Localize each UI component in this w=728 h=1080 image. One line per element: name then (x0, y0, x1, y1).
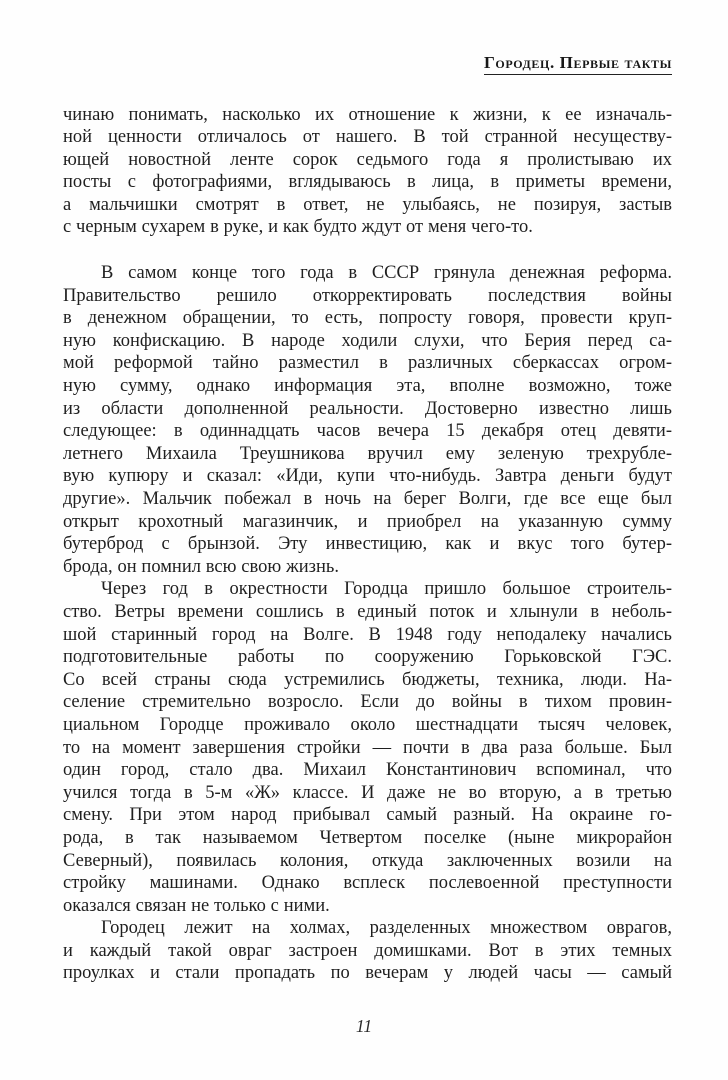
text-line: В самом конце того года в СССР грянула денежная реформа. (101, 263, 672, 284)
text-line: ную конфискацию. В народе ходили слухи, что Берия перед са- (63, 330, 672, 351)
text-line: смену. При этом народ прибывал самый разный. На окраине го- (63, 805, 672, 826)
text-line: открыт крохотный магазинчик, и приобрел на указанную сумму (63, 511, 672, 532)
text-line: из области дополненной реальности. Достоверно известно лишь (63, 398, 672, 419)
paragraph (63, 262, 672, 578)
text-line: селение стремительно возросло. Если до войны в тихом провин- (63, 692, 672, 713)
text-line: Со всей страны сюда устремились бюджеты, техника, люди. На- (63, 669, 672, 690)
text-line: рода, в так называемом Четвертом поселке (ныне микрорайон (63, 827, 672, 848)
text-line: другие». Мальчик побежал в ночь на берег Волги, где все еще был (63, 489, 672, 509)
text-line: оказался связан не только с ними. (63, 895, 330, 916)
text-line: бутерброд с брынзой. Эту инвестицию, как и вкус того бутер- (63, 534, 672, 555)
text-line: ную сумму, однако информация эта, вполне возможно, тоже (63, 376, 672, 397)
text-line: стройку машинами. Однако всплеск послевоенной преступности (63, 873, 672, 894)
text-line: ство. Ветры времени сошлись в единый поток и хлынули в неболь- (63, 601, 672, 622)
text-line: подготовительные работы по сооружению Горьковской ГЭС. (63, 647, 672, 668)
text-line: Правительство решило откорректировать последствия войны (63, 285, 672, 306)
page-number: 11 (355, 1016, 373, 1036)
text-line: следующее: в одиннадцать часов вечера 15 декабря отец девяти- (63, 421, 672, 442)
text-line: Северный), появилась колония, откуда заключенных возили на (63, 850, 672, 871)
text-line: вую купюру и сказал: «Иди, купи что-нибудь. Завтра деньги будут (63, 466, 672, 487)
paragraph (63, 578, 672, 917)
text-line: брода, он помнил всю свою жизнь. (63, 556, 339, 577)
text-line: Городец лежит на холмах, разделенных множеством оврагов, (101, 918, 672, 939)
text-line: циальном Городце проживало около шестнадцати тысяч человек, (63, 714, 672, 735)
text-line: Через год в окрестности Городца пришло большое строитель- (101, 579, 672, 600)
text-line: с черным сухарем в руке, и как будто ждут от меня чего-то. (63, 217, 533, 238)
text-line: проулках и стали пропадать по вечерам у людей часы — самый (63, 963, 672, 984)
text-line: учился тогда в 5-м «Ж» классе. И даже не во вторую, а в третью (63, 782, 672, 803)
text-line: один город, стало два. Михаил Константинович вспоминал, что (63, 760, 672, 781)
text-line: и каждый такой овраг застроен домишками. Вот в этих темных (63, 940, 672, 961)
text-line: а мальчишки смотрят в ответ, не улыбаясь, не позируя, застыв (63, 194, 672, 215)
text-line: мой реформой тайно разместил в различных сберкассах огром- (63, 353, 672, 374)
text-line: чинаю понимать, насколько их отношение к жизни, к ее изначаль- (63, 104, 672, 125)
running-header (63, 54, 672, 75)
text-line: шой старинный город на Волге. В 1948 году неподалеку начались (63, 624, 672, 645)
text-line: ющей новостной ленте сорок седьмого года я пролистываю их (63, 149, 672, 170)
running-header-text: Городец. Первые такты (484, 54, 672, 75)
paragraph (63, 917, 672, 985)
text-line: ной ценности отличалось от нашего. В той странной несуществу- (63, 127, 672, 148)
body-text (63, 104, 672, 986)
paragraph (63, 104, 672, 240)
text-line: в денежном обращении, то есть, попросту говоря, провести круп- (63, 308, 672, 329)
text-line: то на момент завершения стройки — почти в два раза больше. Был (63, 737, 672, 758)
text-line: летнего Михаила Треушникова вручил ему зеленую трехрубле- (63, 443, 672, 464)
text-line: посты с фотографиями, вглядываюсь в лица, в приметы времени, (63, 172, 672, 193)
